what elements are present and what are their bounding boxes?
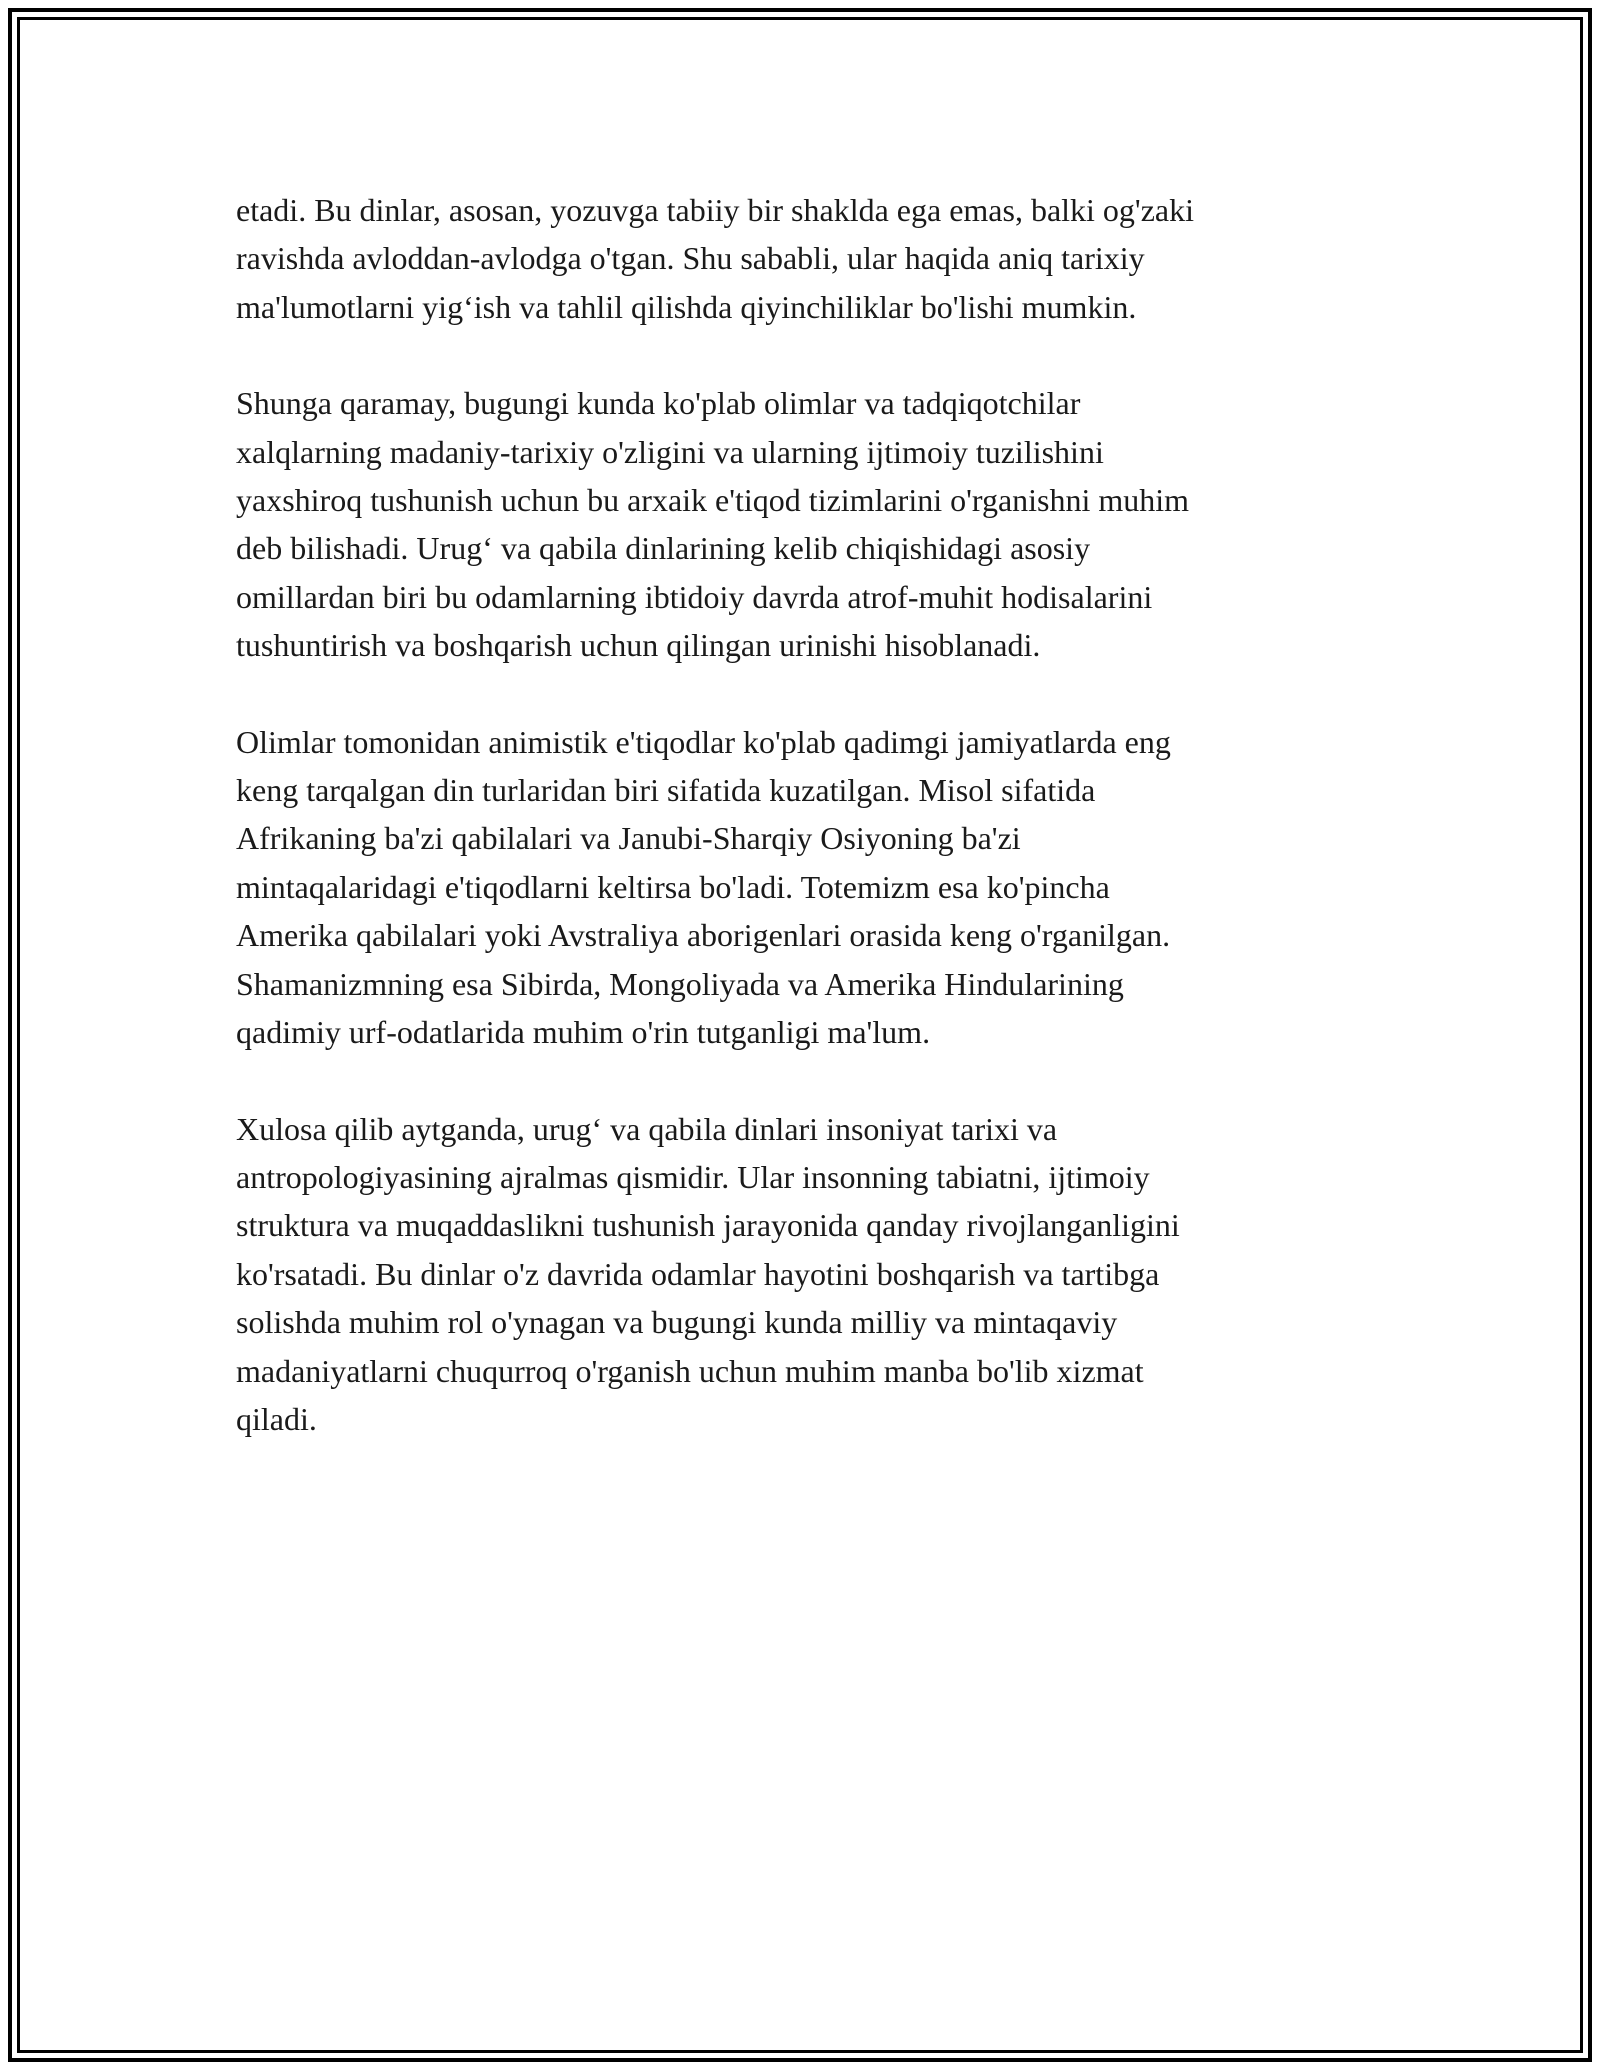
text-line: antropologiyasining ajralmas qismidir. Ular insonning tabiatni, ijtimoiy xyxy=(236,1158,1150,1195)
text-line: ma'lumotlarni yig‘ish va tahlil qilishda qiyinchiliklar bo'lishi mumkin. xyxy=(236,288,1137,325)
text-line: Afrikaning ba'zi qabilalari va Janubi-Sharqiy Osiyoning ba'zi xyxy=(236,820,1021,857)
text-line: struktura va muqaddaslikni tushunish jarayonida qanday rivojlanganligini xyxy=(236,1207,1180,1244)
text-line: Shamanizmning esa Sibirda, Mongoliyada va Amerika Hindularining xyxy=(236,965,1124,1002)
text-line: ko'rsatadi. Bu dinlar o'z davrida odamlar hayotini boshqarish va tartibga xyxy=(236,1255,1160,1292)
paragraph-2 xyxy=(236,379,1361,669)
paragraph-1 xyxy=(236,186,1361,331)
text-line: etadi. Bu dinlar, asosan, yozuvga tabiiy bir shaklda ega emas, balki og'zaki xyxy=(236,192,1194,228)
text-line: Shunga qaramay, bugungi kunda ko'plab olimlar va tadqiqotchilar xyxy=(236,385,1081,422)
text-line: ravishda avloddan-avlodga o'tgan. Shu sababli, ular haqida aniq tarixiy xyxy=(236,240,1145,277)
text-line: qadimiy urf-odatlarida muhim o'rin tutganligi ma'lum. xyxy=(236,1014,931,1051)
paragraph-4 xyxy=(236,1105,1361,1444)
text-line: deb bilishadi. Urug‘ va qabila dinlarining kelib chiqishidagi asosiy xyxy=(236,530,1091,567)
text-line: madaniyatlarni chuqurroq o'rganish uchun muhim manba bo'lib xizmat xyxy=(236,1352,1144,1389)
paragraph-3 xyxy=(236,718,1361,1057)
text-line: xalqlarning madaniy-tarixiy o'zligini va ularning ijtimoiy tuzilishini xyxy=(236,433,1104,470)
text-line: qiladi. xyxy=(236,1400,317,1437)
text-line: Olimlar tomonidan animistik e'tiqodlar ko'plab qadimgi jamiyatlarda eng xyxy=(236,723,1171,760)
text-line: Xulosa qilib aytganda, urug‘ va qabila dinlari insoniyat tarixi va xyxy=(236,1110,1058,1147)
text-line: Amerika qabilalari yoki Avstraliya aborigenlari orasida keng o'rganilgan. xyxy=(236,917,1171,954)
text-line: omillardan biri bu odamlarning ibtidoiy davrda atrof-muhit hodisalarini xyxy=(236,578,1153,615)
text-line: mintaqalaridagi e'tiqodlarni keltirsa bo'ladi. Totemizm esa ko'pincha xyxy=(236,868,1110,905)
text-line: keng tarqalgan din turlaridan biri sifatida kuzatilgan. Misol sifatida xyxy=(236,772,1096,809)
text-line: solishda muhim rol o'ynagan va bugungi kunda milliy va mintaqaviy xyxy=(236,1304,1118,1341)
text-line: yaxshiroq tushunish uchun bu arxaik e'tiqod tizimlarini o'rganishni muhim xyxy=(236,482,1190,519)
text-line: tushuntirish va boshqarish uchun qilingan urinishi hisoblanadi. xyxy=(236,627,1041,664)
document-body xyxy=(236,186,1361,1491)
